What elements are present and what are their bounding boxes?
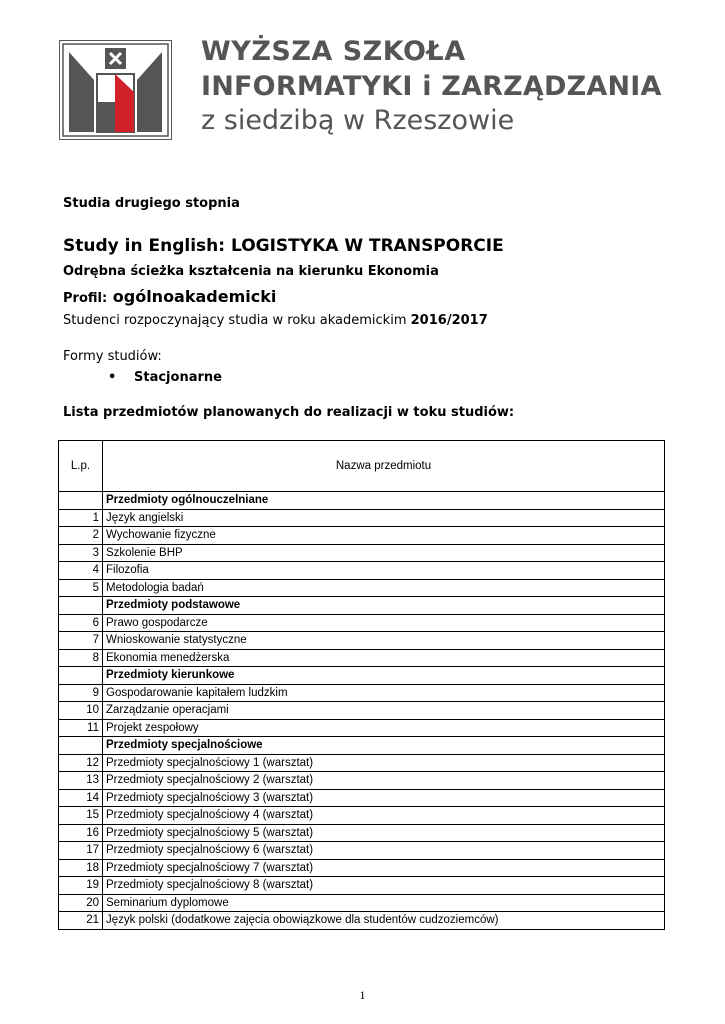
row-number: 19: [59, 877, 103, 895]
subject-name: Metodologia badań: [103, 579, 665, 597]
table-row: [59, 614, 665, 632]
table-row: [59, 544, 665, 562]
table-row: [59, 859, 665, 877]
page-title: Study in English: LOGISTYKA W TRANSPORCIE: [63, 236, 504, 256]
table-row: [59, 527, 665, 545]
table-row: [59, 684, 665, 702]
subject-name: Gospodarowanie kapitałem ludzkim: [103, 684, 665, 702]
category-label: Przedmioty specjalnościowe: [103, 737, 665, 755]
subject-name: Szkolenie BHP: [103, 544, 665, 562]
row-number: 21: [59, 912, 103, 930]
profile-value: ogólnoakademicki: [112, 287, 277, 306]
logo-text: [201, 38, 662, 134]
row-number: 15: [59, 807, 103, 825]
table-row: [59, 509, 665, 527]
header: [59, 38, 679, 140]
category-empty-cell: [59, 667, 103, 685]
category-label: Przedmioty podstawowe: [103, 597, 665, 615]
table-row: [59, 719, 665, 737]
subject-name: Prawo gospodarcze: [103, 614, 665, 632]
row-number: 10: [59, 702, 103, 720]
category-label: Przedmioty ogólnouczelniane: [103, 492, 665, 510]
subject-name: Przedmioty specjalnościowy 5 (warsztat): [103, 824, 665, 842]
subject-name: Przedmioty specjalnościowy 6 (warsztat): [103, 842, 665, 860]
row-number: 11: [59, 719, 103, 737]
table-row: [59, 894, 665, 912]
page-number: 1: [359, 988, 366, 1002]
profile-label: Profil:: [63, 291, 108, 306]
subject-name: Projekt zespołowy: [103, 719, 665, 737]
subject-name: Seminarium dyplomowe: [103, 894, 665, 912]
table-row: [59, 754, 665, 772]
row-number: 6: [59, 614, 103, 632]
row-number: 2: [59, 527, 103, 545]
table-row: [59, 807, 665, 825]
table-body: [59, 492, 665, 930]
list-heading: Lista przedmiotów planowanych do realizacji w toku studiów:: [63, 405, 515, 420]
row-number: 4: [59, 562, 103, 580]
table-row: [59, 562, 665, 580]
subject-name: Zarządzanie operacjami: [103, 702, 665, 720]
table-row: [59, 842, 665, 860]
academic-year: [63, 313, 488, 328]
header-name: Nazwa przedmiotu: [103, 441, 665, 492]
row-number: 8: [59, 649, 103, 667]
row-number: 7: [59, 632, 103, 650]
table-row: [59, 632, 665, 650]
category-row: [59, 597, 665, 615]
bullet-icon: •: [108, 370, 117, 385]
profile: [63, 287, 276, 306]
year-value: 2016/2017: [410, 313, 488, 328]
row-number: 1: [59, 509, 103, 527]
row-number: 16: [59, 824, 103, 842]
subject-name: Przedmioty specjalnościowy 4 (warsztat): [103, 807, 665, 825]
row-number: 3: [59, 544, 103, 562]
table-row: [59, 772, 665, 790]
year-text: Studenci rozpoczynający studia w roku akademickim: [63, 313, 407, 328]
table-row: [59, 912, 665, 930]
category-row: [59, 737, 665, 755]
subject-name: Przedmioty specjalnościowy 2 (warsztat): [103, 772, 665, 790]
category-row: [59, 492, 665, 510]
form-value: Stacjonarne: [134, 370, 222, 385]
subject-name: Ekonomia menedżerska: [103, 649, 665, 667]
table-row: [59, 579, 665, 597]
row-number: 20: [59, 894, 103, 912]
subject-name: Przedmioty specjalnościowy 7 (warsztat): [103, 859, 665, 877]
university-logo: [59, 40, 172, 140]
subject-name: Język polski (dodatkowe zajęcia obowiązkowe dla studentów cudzoziemców): [103, 912, 665, 930]
row-number: 9: [59, 684, 103, 702]
row-number: 17: [59, 842, 103, 860]
table-row: [59, 649, 665, 667]
logo-line-2: INFORMATYKI i ZARZĄDZANIA: [201, 71, 662, 102]
category-empty-cell: [59, 597, 103, 615]
subject-name: Przedmioty specjalnościowy 3 (warsztat): [103, 789, 665, 807]
table-row: [59, 702, 665, 720]
table-header-row: [59, 441, 665, 492]
table-row: [59, 824, 665, 842]
category-empty-cell: [59, 492, 103, 510]
table-row: [59, 789, 665, 807]
row-number: 18: [59, 859, 103, 877]
logo-line-3: z siedzibą w Rzeszowie: [201, 105, 515, 136]
subject-name: Przedmioty specjalnościowy 8 (warsztat): [103, 877, 665, 895]
forms-label: Formy studiów:: [63, 349, 162, 364]
subject-name: Język angielski: [103, 509, 665, 527]
subject-name: Wnioskowanie statystyczne: [103, 632, 665, 650]
category-empty-cell: [59, 737, 103, 755]
table-row: [59, 877, 665, 895]
study-level: Studia drugiego stopnia: [63, 196, 240, 211]
row-number: 5: [59, 579, 103, 597]
subject-name: Filozofia: [103, 562, 665, 580]
subject-name: Przedmioty specjalnościowy 1 (warsztat): [103, 754, 665, 772]
forms-list-item: [108, 370, 222, 385]
header-lp: L.p.: [59, 441, 103, 492]
category-row: [59, 667, 665, 685]
row-number: 13: [59, 772, 103, 790]
row-number: 14: [59, 789, 103, 807]
row-number: 12: [59, 754, 103, 772]
category-label: Przedmioty kierunkowe: [103, 667, 665, 685]
study-path: Odrębna ścieżka kształcenia na kierunku Ekonomia: [63, 264, 439, 279]
subjects-table: [58, 440, 665, 930]
subject-name: Wychowanie fizyczne: [103, 527, 665, 545]
logo-line-1: WYŻSZA SZKOŁA: [201, 36, 466, 67]
